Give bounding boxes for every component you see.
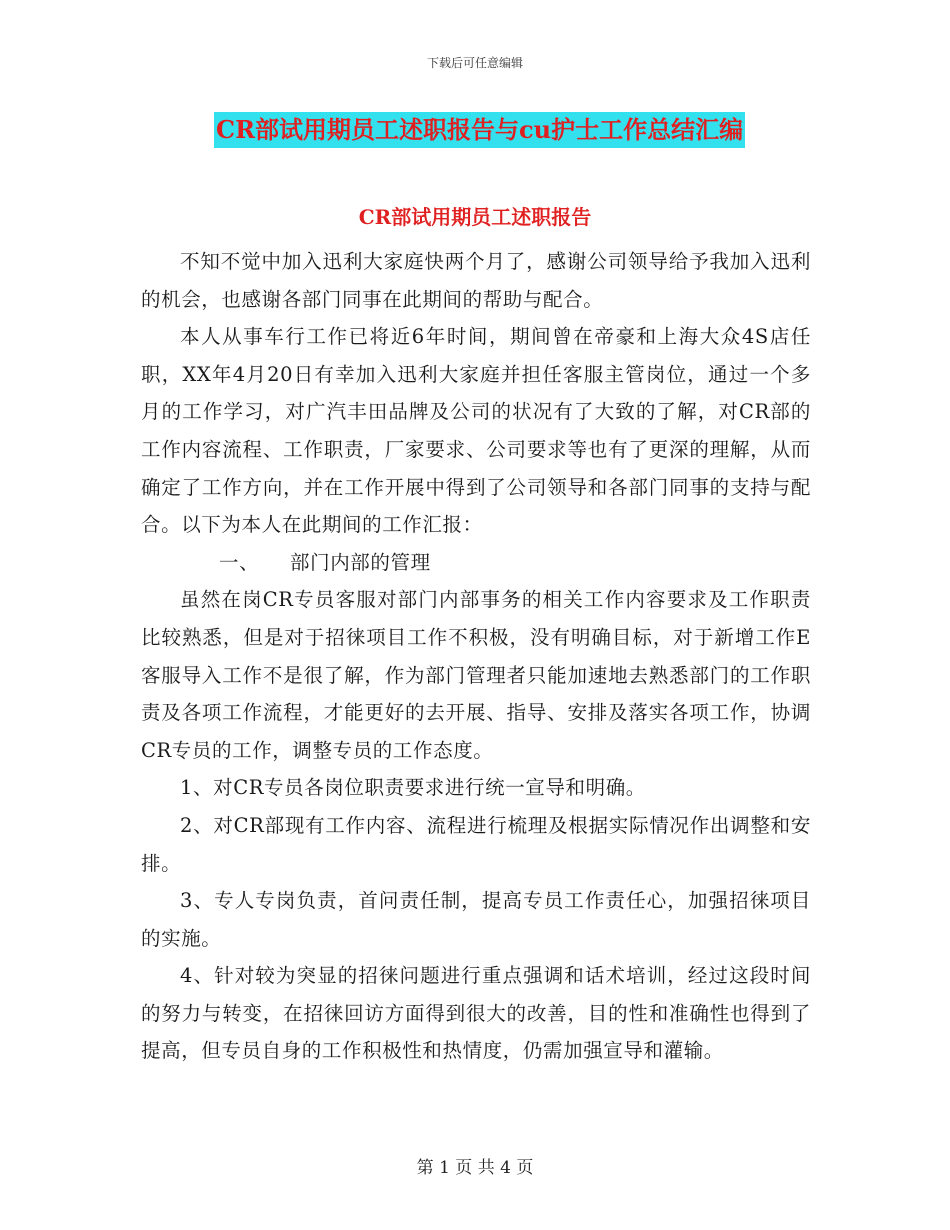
paragraph: 虽然在岗CR专员客服对部门内部事务的相关工作内容要求及工作职责比较熟悉，但是对于招徕项目工作不积极，没有明确目标，对于新增工作E客服导入工作不是很了解，作为部门管理者只能加速地去熟悉部门的工作职责及各项工作流程，才能更好的去开展、指导、安排及落实各项工作，协调CR专员的工作，调整专员的工作态度。 [141,588,811,762]
paragraph: 不知不觉中加入迅利大家庭快两个月了，感谢公司领导给予我加入迅利的机会，也感谢各部门同事在此期间的帮助与配合。 [141,250,811,311]
list-item: 2、对CR部现有工作内容、流程进行梳理及根据实际情况作出调整和安排。 [141,813,811,875]
section-title: CR部试用期员工述职报告 [358,205,592,229]
paragraph: 本人从事车行工作已将近6年时间，期间曾在帝豪和上海大众4S店任职，XX年4月20日有幸加入迅利大家庭并担任客服主管岗位，通过一个多月的工作学习，对广汽丰田品牌及公司的状况有了大致的了解，对CR部的工作内容流程、工作职责，厂家要求、公司要求等也有了更深的理解，从而确定了工作方向，并在工作开展中得到了公司领导和各部门同事的支持与配合。以下为本人在此期间的工作汇报： [141,325,811,537]
page-number-footer: 第 1 页 共 4 页 [416,1158,534,1178]
list-item: 4、针对较为突显的招徕问题进行重点强调和话术培训，经过这段时间的努力与转变，在招徕回访方面得到很大的改善，目的性和准确性也得到了提高，但专员自身的工作积极性和热情度，仍需加强宣导和灌输。 [141,964,811,1063]
list-item: 3、专人专岗负责，首问责任制，提高专员工作责任心，加强招徕项目的实施。 [141,889,811,950]
subheading-text: 部门内部的管理 [290,550,431,574]
document-title: CR部试用期员工述职报告与cu护士工作总结汇编 [214,112,745,148]
list-item: 1、对CR专员各岗位职责要求进行统一宣导和明确。 [180,776,646,800]
subheading-number: 一、 [219,550,260,574]
header-note: 下载后可任意编辑 [426,56,523,70]
subheading [141,544,811,582]
document-body [141,243,811,1070]
